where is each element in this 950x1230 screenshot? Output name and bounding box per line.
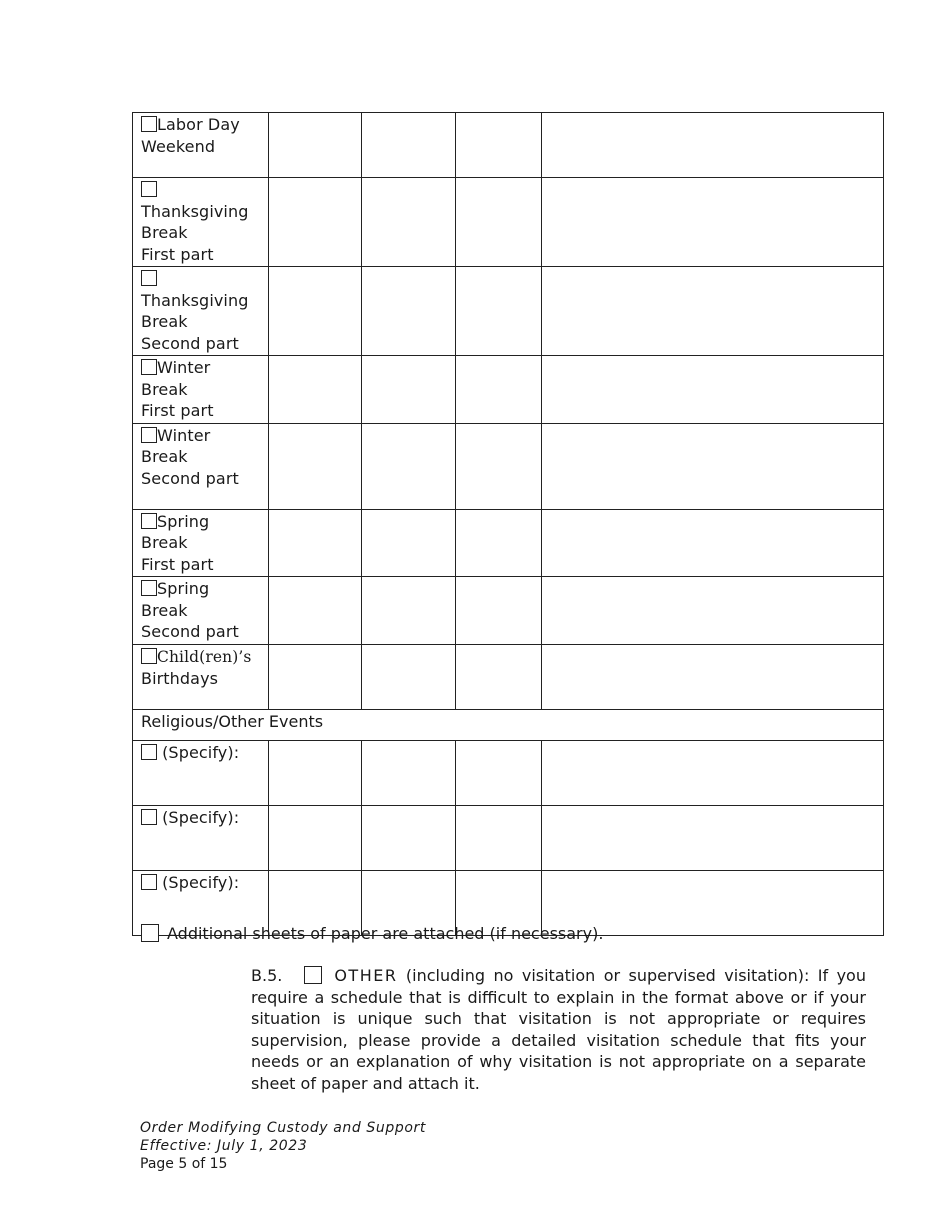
entry-cell[interactable] (269, 805, 362, 870)
holiday-schedule-table (132, 112, 884, 936)
table-row (133, 740, 884, 805)
additional-sheets-label: Additional sheets of paper are attached (if necessary). (167, 924, 604, 943)
page-number: Page 5 of 15 (140, 1156, 228, 1172)
entry-cell[interactable] (542, 356, 884, 424)
entry-cell[interactable] (542, 644, 884, 709)
entry-cell[interactable] (362, 356, 456, 424)
labor-day-checkbox[interactable] (141, 116, 157, 132)
entry-cell[interactable] (269, 644, 362, 709)
holiday-label-cell: Winter Break First part (133, 356, 269, 424)
entry-cell[interactable] (269, 509, 362, 577)
entry-cell[interactable] (542, 267, 884, 356)
section-b5-text: (including no visitation or supervised visitation): If you require a schedule that is difficult to explain in the format above or if your situation is unique such that visitation is not appropriate or requires supervision, please provide a detailed visitation schedule that fits your needs or an explanation of why visitation is not appropriate on a separate sheet of paper and attach it. (251, 966, 866, 1093)
table-row (133, 509, 884, 577)
entry-cell[interactable] (456, 577, 542, 645)
entry-cell[interactable] (456, 356, 542, 424)
holiday-label-cell: Spring Break Second part (133, 577, 269, 645)
specify-checkbox-1[interactable] (141, 744, 157, 760)
additional-sheets-option (141, 923, 603, 945)
table-row (133, 178, 884, 267)
holiday-label-cell: Labor Day Weekend (133, 113, 269, 178)
winter-second-checkbox[interactable] (141, 427, 157, 443)
page-footer (140, 1119, 426, 1173)
entry-cell[interactable] (362, 423, 456, 509)
thanksgiving-first-checkbox[interactable] (141, 181, 157, 197)
table-row (133, 356, 884, 424)
entry-cell[interactable] (269, 267, 362, 356)
entry-cell[interactable] (542, 805, 884, 870)
entry-cell[interactable] (542, 509, 884, 577)
entry-cell[interactable] (269, 577, 362, 645)
table-row (133, 423, 884, 509)
winter-first-checkbox[interactable] (141, 359, 157, 375)
entry-cell[interactable] (362, 644, 456, 709)
entry-cell[interactable] (542, 740, 884, 805)
entry-cell[interactable] (362, 113, 456, 178)
other-checkbox[interactable] (304, 966, 322, 984)
entry-cell[interactable] (456, 267, 542, 356)
specify-label-cell: (Specify): (133, 805, 269, 870)
entry-cell[interactable] (542, 577, 884, 645)
holiday-label-cell: Child(ren)’s Birthdays (133, 644, 269, 709)
entry-cell[interactable] (269, 423, 362, 509)
entry-cell[interactable] (456, 423, 542, 509)
holiday-label-cell: Thanksgiving Break Second part (133, 267, 269, 356)
holiday-label-cell: Winter Break Second part (133, 423, 269, 509)
effective-date: Effective: July 1, 2023 (140, 1138, 308, 1154)
birthdays-checkbox[interactable] (141, 648, 157, 664)
entry-cell[interactable] (542, 113, 884, 178)
entry-cell[interactable] (362, 577, 456, 645)
entry-cell[interactable] (362, 740, 456, 805)
additional-sheets-checkbox[interactable] (141, 924, 159, 942)
entry-cell[interactable] (269, 356, 362, 424)
spring-first-checkbox[interactable] (141, 513, 157, 529)
thanksgiving-second-checkbox[interactable] (141, 270, 157, 286)
table-row (133, 805, 884, 870)
table-row (133, 267, 884, 356)
entry-cell[interactable] (269, 740, 362, 805)
entry-cell[interactable] (362, 267, 456, 356)
form-title: Order Modifying Custody and Support (140, 1120, 426, 1136)
spring-second-checkbox[interactable] (141, 580, 157, 596)
specify-label-cell: (Specify): (133, 740, 269, 805)
holiday-label-cell: Spring Break First part (133, 509, 269, 577)
entry-cell[interactable] (456, 113, 542, 178)
section-b5-paragraph (251, 965, 866, 1095)
table-row (133, 113, 884, 178)
entry-cell[interactable] (456, 644, 542, 709)
entry-cell[interactable] (269, 113, 362, 178)
specify-checkbox-2[interactable] (141, 809, 157, 825)
entry-cell[interactable] (269, 178, 362, 267)
section-heading-row (133, 709, 884, 740)
section-b5-heading: OTHER (334, 966, 398, 985)
table-row (133, 644, 884, 709)
entry-cell[interactable] (542, 178, 884, 267)
entry-cell[interactable] (362, 178, 456, 267)
entry-cell[interactable] (456, 805, 542, 870)
specify-checkbox-3[interactable] (141, 874, 157, 890)
entry-cell[interactable] (456, 509, 542, 577)
entry-cell[interactable] (542, 423, 884, 509)
entry-cell[interactable] (362, 509, 456, 577)
entry-cell[interactable] (456, 178, 542, 267)
entry-cell[interactable] (362, 805, 456, 870)
entry-cell[interactable] (456, 740, 542, 805)
section-b5-number: B.5. (251, 966, 283, 985)
specify-label-cell: (Specify): (133, 870, 269, 935)
table-row (133, 577, 884, 645)
section-heading: Religious/Other Events (133, 709, 884, 740)
holiday-label-cell: Thanksgiving Break First part (133, 178, 269, 267)
